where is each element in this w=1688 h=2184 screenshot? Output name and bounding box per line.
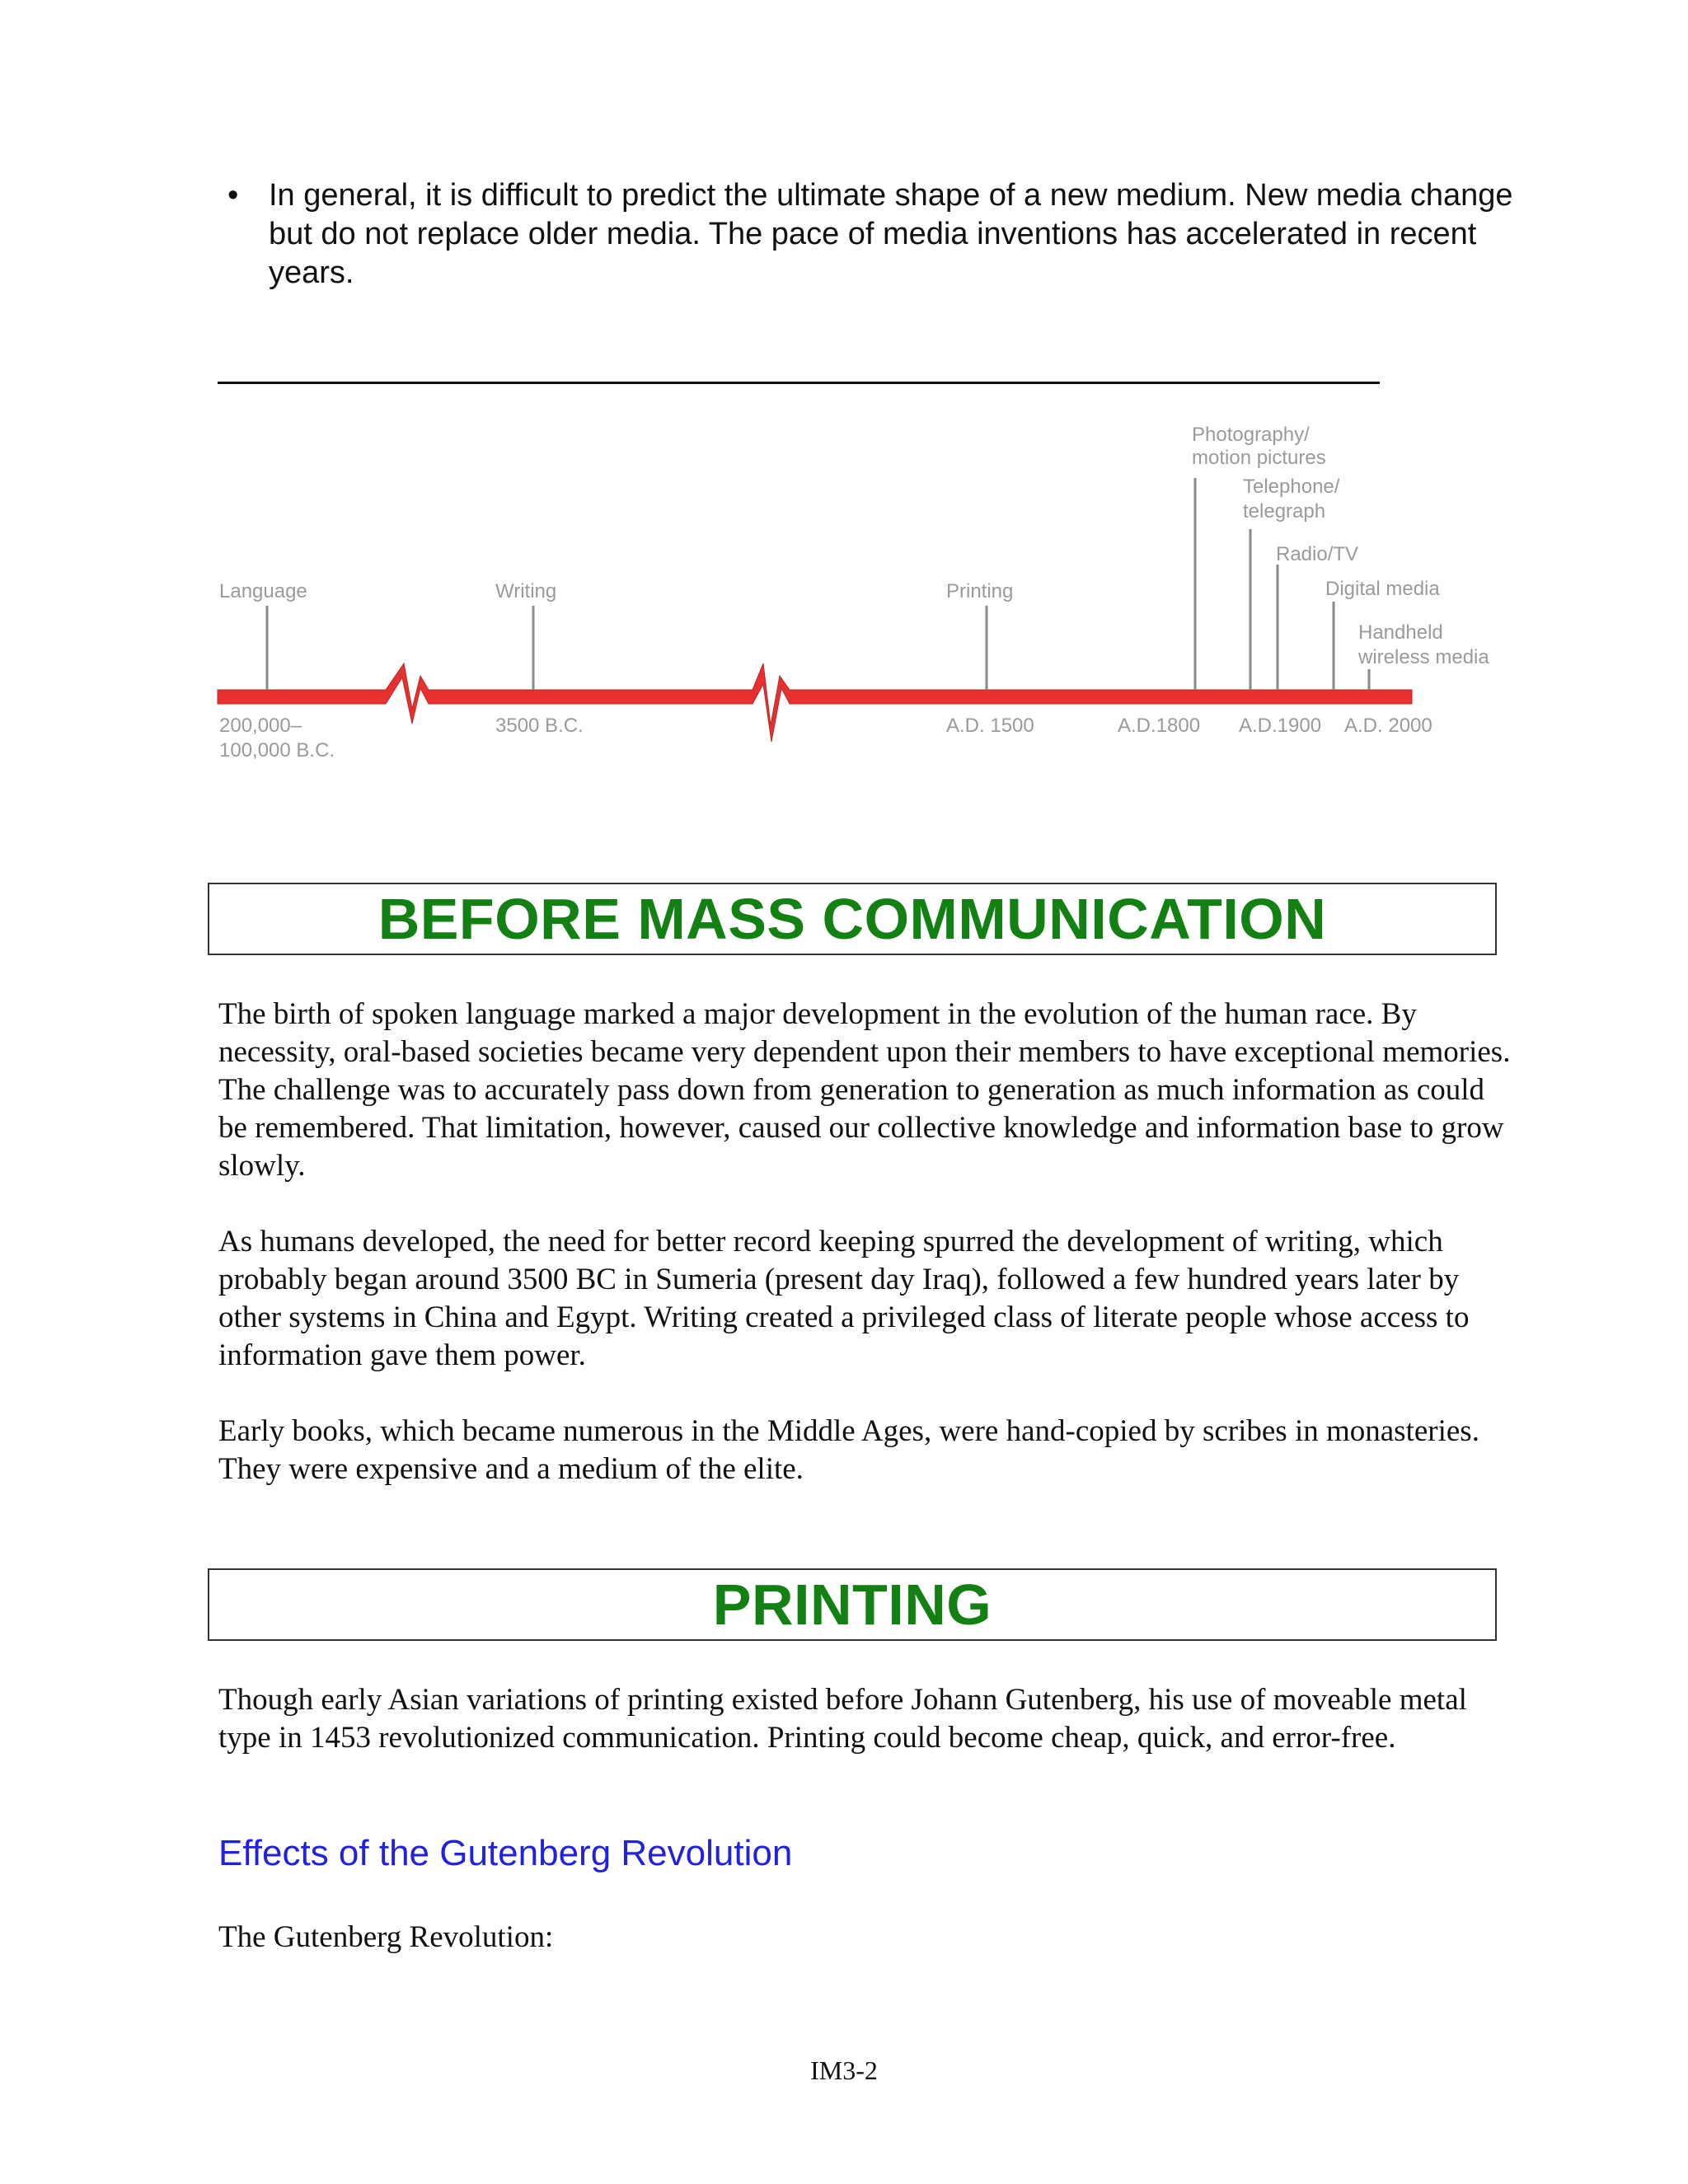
- event-label-writing: Writing: [495, 580, 557, 602]
- event-label-photography: Photography/: [1192, 424, 1310, 446]
- section-title: PRINTING: [712, 1572, 992, 1637]
- event-label-telephone: Telephone/: [1243, 476, 1340, 498]
- paragraph-gutenberg-revolution: The Gutenberg Revolution:: [218, 1920, 554, 1954]
- intro-bullet: [227, 176, 1522, 293]
- section-header-printing: [208, 1568, 1497, 1641]
- event-label-photography-2: motion pictures: [1192, 447, 1326, 469]
- paragraph-spoken-language: The birth of spoken language marked a major development in the evolution of the human race. By necessity, oral-based societies became very dependent upon their members to have exceptional memories. The challenge was to accurately pass down from generation to generation as much information as could be remembered. That limitation, however, caused our collective knowledge and information base to grow slowly.: [218, 997, 1511, 1183]
- intro-bullet-text: In general, it is difficult to predict the ultimate shape of a new medium. New media change but do not replace older media. The pace of media inventions has accelerated in recent years.: [269, 178, 1513, 290]
- bullet-marker: •: [227, 178, 239, 213]
- section-title: BEFORE MASS COMMUNICATION: [377, 887, 1327, 951]
- media-timeline-figure: [213, 412, 1515, 775]
- media-timeline-svg: [213, 412, 1515, 775]
- event-label-printing: Printing: [946, 580, 1014, 602]
- page-number: IM3-2: [810, 2055, 878, 2085]
- date-label-printing: A.D. 1500: [946, 715, 1034, 737]
- horizontal-rule: [218, 382, 1380, 384]
- event-label-language: Language: [219, 580, 307, 602]
- event-label-handheld-2: wireless media: [1358, 646, 1489, 668]
- event-label-digital-media: Digital media: [1325, 578, 1440, 600]
- timeline-bar: [218, 663, 1412, 742]
- paragraph-writing: As humans developed, the need for better record keeping spurred the development of writing, which probably began around 3500 BC in Sumeria (present day Iraq), followed a few hundred years later by other systems in China and Egypt. Writing created a privileged class of literate people whose access to information gave them power.: [218, 1225, 1470, 1372]
- paragraph-early-books: Early books, which became numerous in the Middle Ages, were hand-copied by scribes in monasteries. They were expensive and a medium of the elite.: [218, 1414, 1479, 1486]
- date-label-2000: A.D. 2000: [1344, 715, 1432, 737]
- paragraph-gutenberg: Though early Asian variations of printing existed before Johann Gutenberg, his use of moveable metal type in 1453 revolutionized communication. Printing could become cheap, quick, and error-free.: [218, 1683, 1467, 1755]
- event-label-radio-tv: Radio/TV: [1276, 543, 1359, 565]
- subheading-effects: Effects of the Gutenberg Revolution: [218, 1833, 793, 1873]
- date-label-language: 200,000–: [219, 715, 302, 737]
- section-header-before-mass-communication: [208, 883, 1497, 955]
- date-label-1800: A.D.1800: [1118, 715, 1201, 737]
- date-label-language-2: 100,000 B.C.: [219, 739, 335, 762]
- date-label-writing: 3500 B.C.: [495, 715, 584, 737]
- date-label-1900: A.D.1900: [1239, 715, 1322, 737]
- event-label-handheld: Handheld: [1358, 621, 1443, 644]
- event-label-telephone-2: telegraph: [1243, 500, 1326, 523]
